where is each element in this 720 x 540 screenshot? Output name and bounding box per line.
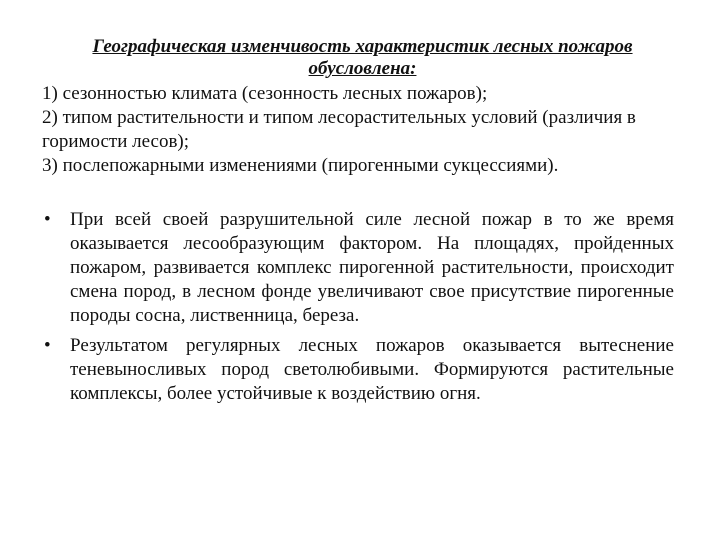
bullet-text-1: При всей своей разрушительной силе лесной пожар в то же время оказывается лесообразующим фактором. На площадях, пройденных пожаром, развивается комплекс пирогенной растительности, происходит смена пород, в лесном фонде увеличивают свое присутствие пирогенные породы сосна, лиственница, береза. (70, 209, 674, 326)
numbered-item-1: 1) сезонностью климата (сезонность лесных пожаров); (42, 83, 488, 104)
slide-title: Географическая изменчивость характеристик лесных пожаров обусловлена: (92, 36, 633, 79)
numbered-item-2: 2) типом растительности и типом лесорастительных условий (различия в горимости лесов); (42, 107, 636, 152)
bullet-icon: • (44, 209, 51, 230)
bullet-item-1 (44, 208, 674, 328)
numbered-list (42, 82, 682, 178)
bullet-icon: • (44, 335, 51, 356)
bullet-list (44, 208, 674, 412)
bullet-item-2 (44, 334, 674, 406)
numbered-item-3: 3) послепожарными изменениями (пирогенными сукцессиями). (42, 155, 559, 176)
bullet-text-2: Результатом регулярных лесных пожаров оказывается вытеснение теневыносливых пород светолюбивыми. Формируются растительные комплексы, более устойчивые к воздействию огня. (70, 335, 674, 404)
